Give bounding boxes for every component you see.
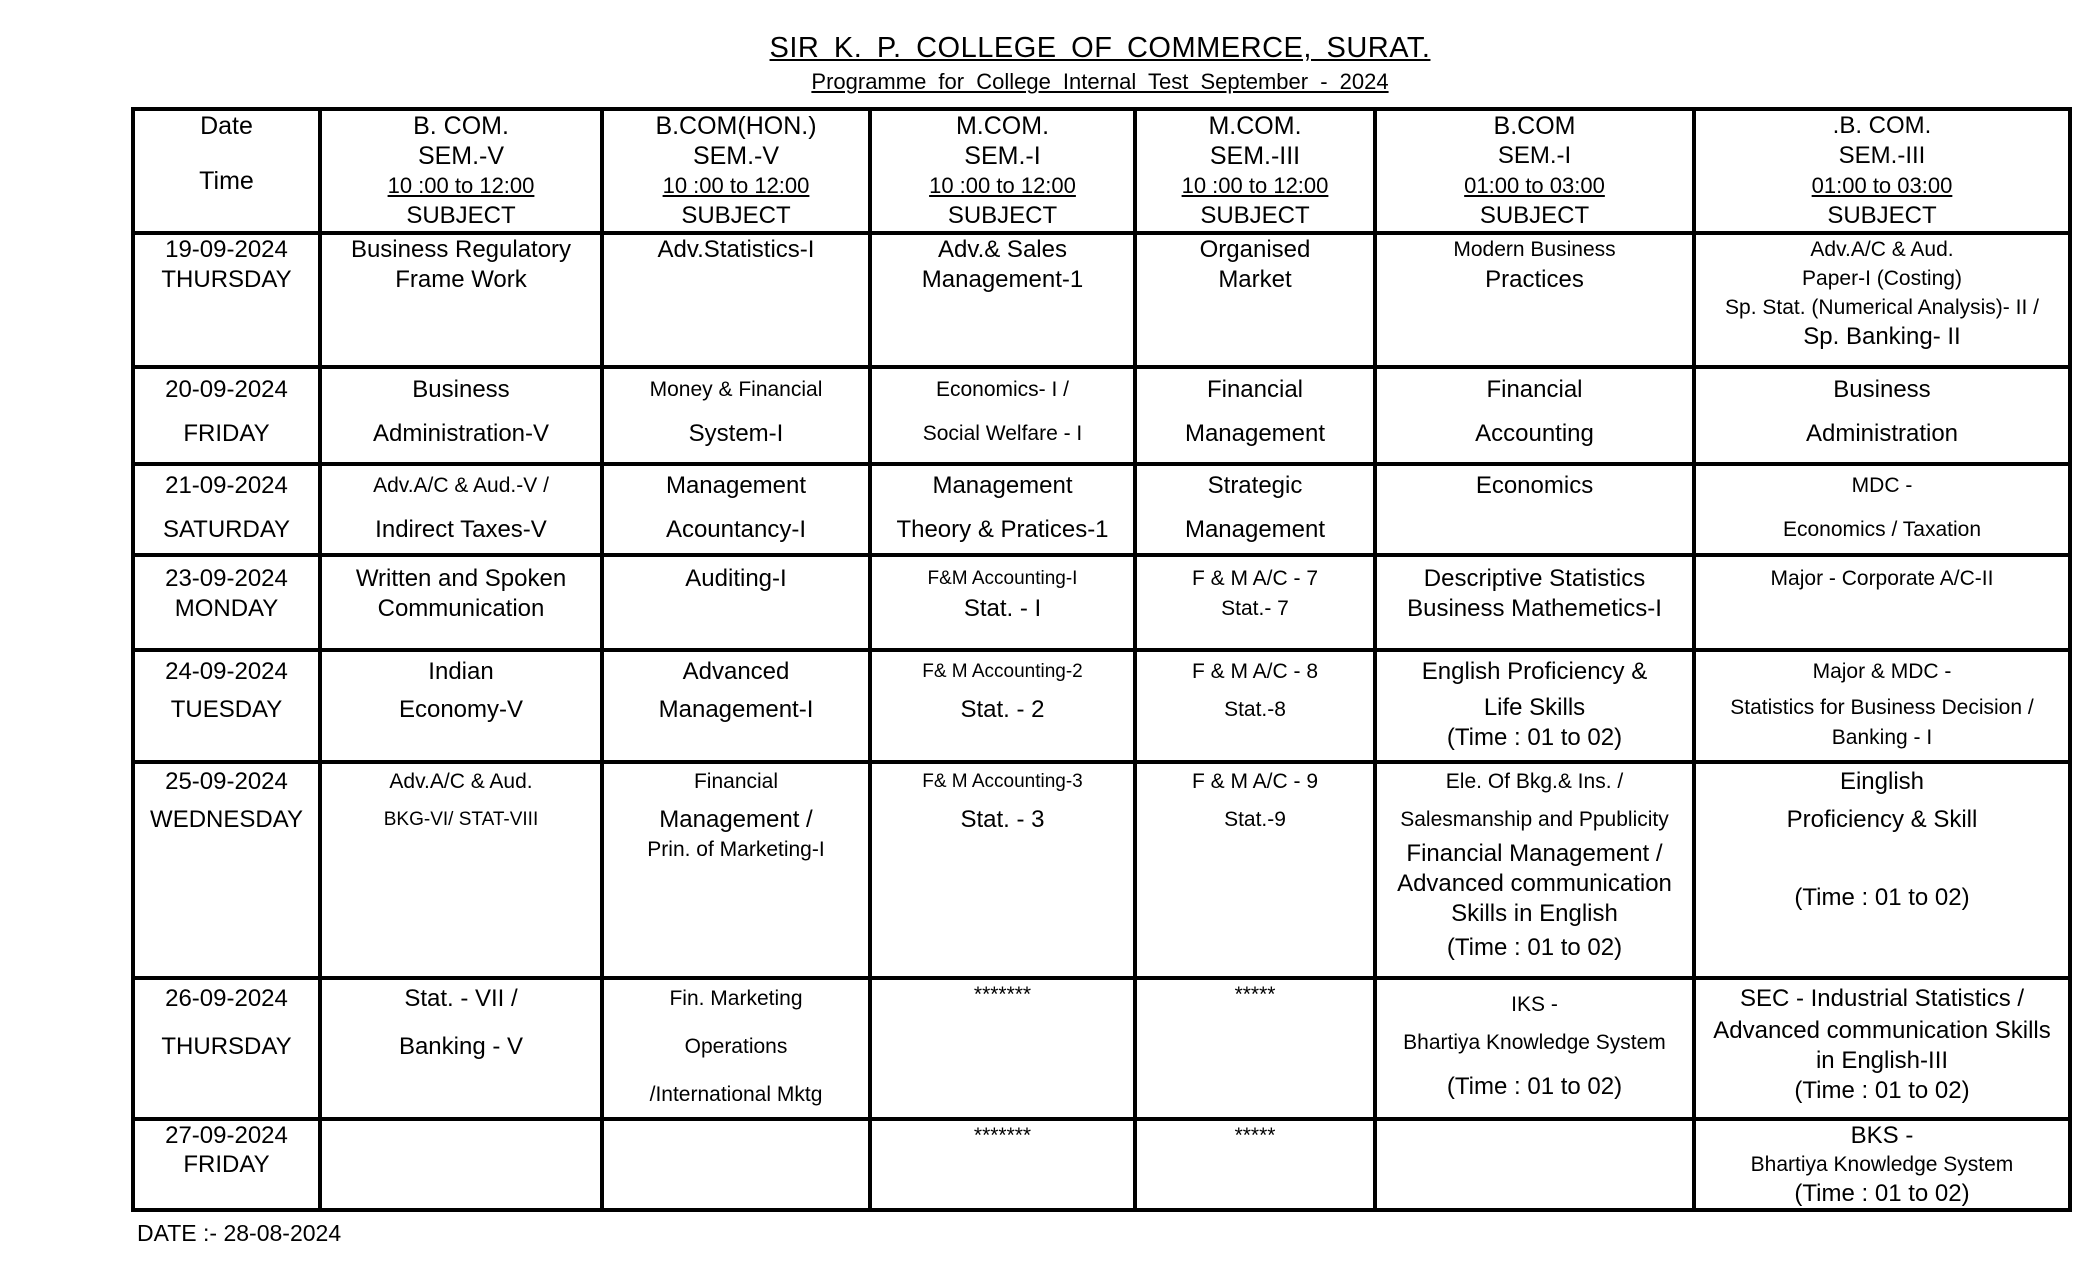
subject-text: Management	[1184, 420, 1326, 447]
subject-cell	[1375, 464, 1694, 555]
subject-text: Stat.- 7	[1221, 597, 1289, 620]
subject-cell	[1375, 1119, 1694, 1210]
subject-text: Practices	[1485, 266, 1584, 293]
subject-text: Management /	[659, 806, 813, 833]
placeholder-stars: *****	[1234, 1124, 1276, 1147]
subject-text: Business	[1833, 376, 1931, 403]
subject-text: Frame Work	[395, 266, 527, 293]
exam-date: 19-09-2024	[165, 236, 288, 263]
subject-text: (Time : 01 to 02)	[1446, 1073, 1623, 1100]
placeholder-stars: *******	[973, 983, 1032, 1006]
course-name: M.COM.	[1208, 112, 1302, 140]
col-header-bcom-sem1	[1375, 109, 1694, 233]
subject-text: Organised	[1199, 236, 1311, 263]
exam-day: SATURDAY	[162, 516, 291, 543]
subject-cell	[320, 555, 602, 650]
subject-text: Business Mathemetics-I	[1407, 595, 1662, 622]
subject-text: Einglish	[1839, 768, 1925, 795]
course-name: .B. COM.	[1832, 112, 1932, 139]
subject-text: Bhartiya Knowledge System	[1403, 1031, 1666, 1054]
subject-text: Prin. of Marketing-I	[647, 838, 825, 861]
subject-text: Indian	[428, 658, 494, 685]
subject-cell	[1694, 1119, 2070, 1210]
subject-text: Proficiency & Skill	[1786, 806, 1978, 833]
date-cell	[133, 555, 320, 650]
subject-label: SUBJECT	[681, 202, 791, 229]
subject-text: Auditing-I	[685, 565, 787, 592]
subject-text: in English-III	[1815, 1047, 1949, 1074]
subject-text: F & M A/C - 8	[1191, 660, 1319, 683]
subject-text: Adv.A/C & Aud.	[1810, 238, 1954, 261]
subject-text: Indirect Taxes-V	[375, 516, 547, 543]
exam-day: THURSDAY	[161, 266, 292, 293]
exam-day: FRIDAY	[183, 1151, 270, 1178]
subject-text: BKS -	[1850, 1122, 1914, 1149]
subject-text: Stat. - I	[963, 595, 1042, 622]
exam-time: 10 :00 to 12:00	[1181, 173, 1329, 198]
subject-text: Economics / Taxation	[1782, 518, 1982, 541]
exam-date: 20-09-2024	[165, 376, 288, 403]
exam-day: THURSDAY	[161, 1033, 292, 1060]
semester: SEM.-V	[417, 142, 505, 170]
subject-text: Acountancy-I	[665, 516, 807, 543]
time-label: Time	[199, 167, 254, 195]
subject-cell	[870, 1119, 1135, 1210]
subject-cell	[1694, 555, 2070, 650]
subject-label: SUBJECT	[947, 202, 1058, 229]
subject-text: Money & Financial	[649, 378, 823, 401]
subject-cell	[870, 367, 1135, 464]
subject-text: F & M A/C - 7	[1191, 567, 1319, 590]
subject-text: Business Regulatory	[350, 236, 572, 263]
date-cell	[133, 978, 320, 1119]
subject-text: F& M Accounting-3	[922, 771, 1083, 792]
subject-text: Banking - V	[398, 1033, 524, 1060]
table-row	[133, 650, 2070, 762]
subject-cell	[1375, 233, 1694, 367]
subject-text: (Time : 01 to 02)	[1446, 724, 1623, 751]
subject-text: Skills in English	[1451, 900, 1618, 927]
subject-text: Market	[1218, 266, 1292, 293]
subject-text: F&M Accounting-I	[927, 568, 1078, 589]
subject-cell	[602, 978, 870, 1119]
col-header-mcom-sem3	[1135, 109, 1375, 233]
col-header-mcom-sem1	[870, 109, 1135, 233]
subject-text: Paper-I (Costing)	[1802, 267, 1962, 290]
subject-cell	[1694, 367, 2070, 464]
subject-text: Bhartiya Knowledge System	[1750, 1153, 2014, 1176]
subject-cell	[870, 555, 1135, 650]
subject-cell	[1375, 367, 1694, 464]
subject-text: F& M Accounting-2	[922, 661, 1083, 682]
subject-text: Social Welfare - I	[922, 422, 1083, 445]
subject-text: Banking - I	[1831, 726, 1933, 749]
subject-label: SUBJECT	[1479, 202, 1590, 229]
subject-text: Major - Corporate A/C-II	[1770, 567, 1994, 590]
exam-date: 26-09-2024	[165, 985, 288, 1012]
subject-text: Management-1	[921, 266, 1084, 293]
course-name: B.COM	[1493, 112, 1576, 140]
subject-cell	[870, 978, 1135, 1119]
course-name: M.COM.	[955, 112, 1050, 140]
subject-text: Major & MDC -	[1812, 660, 1952, 683]
subject-text: SEC - Industrial Statistics /	[1739, 985, 2025, 1012]
subject-text: (Time : 01 to 02)	[1794, 884, 1970, 911]
date-cell	[133, 1119, 320, 1210]
issue-date: DATE :- 28-08-2024	[137, 1220, 342, 1246]
date-cell	[133, 762, 320, 978]
table-row	[133, 555, 2070, 650]
header-row	[133, 109, 2070, 233]
subject-cell	[320, 233, 602, 367]
placeholder-stars: *****	[1234, 983, 1276, 1006]
subject-cell	[320, 1119, 602, 1210]
semester: SEM.-I	[1497, 142, 1572, 169]
subject-text: IKS -	[1511, 993, 1558, 1016]
date-cell	[133, 464, 320, 555]
exam-day: WEDNESDAY	[150, 806, 303, 833]
subject-cell	[320, 464, 602, 555]
subject-cell	[320, 650, 602, 762]
subject-text: Statistics for Business Decision /	[1730, 696, 2034, 719]
subject-text: Financial	[1206, 376, 1304, 403]
subject-text: Economy-V	[398, 696, 524, 723]
subject-cell	[1375, 650, 1694, 762]
course-name: B.COM(HON.)	[655, 112, 817, 140]
subject-text: Economics	[1475, 472, 1594, 499]
subject-cell	[870, 762, 1135, 978]
subject-text: Stat. - VII /	[404, 985, 518, 1012]
semester: SEM.-I	[964, 142, 1041, 170]
subject-cell	[1135, 464, 1375, 555]
table-row	[133, 1119, 2070, 1210]
date-cell	[133, 367, 320, 464]
subject-text: Advanced	[682, 658, 790, 685]
subject-cell	[1694, 762, 2070, 978]
subject-text: Life Skills	[1483, 694, 1586, 721]
exam-date: 23-09-2024	[165, 565, 288, 592]
subject-text: English Proficiency &	[1421, 658, 1648, 685]
subject-cell	[1375, 978, 1694, 1119]
subject-text: Adv.& Sales	[938, 236, 1067, 263]
subject-text: Adv.A/C & Aud.-V /	[373, 474, 549, 497]
course-name: B. COM.	[413, 112, 509, 140]
subject-text: Management	[665, 472, 807, 499]
subject-cell	[1135, 978, 1375, 1119]
semester: SEM.-III	[1209, 142, 1301, 170]
subject-text: Modern Business	[1453, 238, 1616, 261]
subject-text: Stat. - 3	[960, 806, 1045, 833]
subject-text: (Time : 01 to 02)	[1794, 1180, 1970, 1207]
subject-text: (Time : 01 to 02)	[1446, 934, 1623, 961]
subject-cell	[320, 367, 602, 464]
subject-text: Economics- I /	[935, 378, 1070, 401]
subject-cell	[1135, 762, 1375, 978]
subject-cell	[602, 1119, 870, 1210]
subject-text: Fin. Marketing	[669, 987, 803, 1010]
semester: SEM.-III	[1838, 142, 1926, 169]
exam-day: FRIDAY	[183, 420, 270, 447]
subject-cell	[1375, 555, 1694, 650]
subject-cell	[1135, 233, 1375, 367]
subject-text: Stat.-9	[1224, 808, 1286, 831]
semester: SEM.-V	[692, 142, 780, 170]
subject-text: Sp. Banking- II	[1803, 323, 1961, 350]
exam-day: TUESDAY	[170, 696, 283, 723]
subject-cell	[602, 555, 870, 650]
subject-text: Stat.-8	[1224, 698, 1286, 721]
subject-text: (Time : 01 to 02)	[1794, 1077, 1970, 1104]
subject-cell	[870, 464, 1135, 555]
subject-text: Adv.Statistics-I	[657, 236, 815, 263]
subject-cell	[602, 233, 870, 367]
col-header-bcom-sem5	[320, 109, 602, 233]
subject-text: /International Mktg	[649, 1083, 823, 1106]
subject-text: Administration-V	[372, 420, 550, 447]
subject-cell	[602, 367, 870, 464]
subject-text: MDC -	[1851, 474, 1913, 497]
subject-cell	[1694, 464, 2070, 555]
subject-text: Strategic	[1207, 472, 1303, 499]
timetable	[131, 107, 2072, 1212]
subject-text: Business	[412, 376, 510, 403]
subject-text: Advanced communication Skills	[1713, 1017, 2051, 1044]
table-row	[133, 978, 2070, 1119]
exam-time: 10 :00 to 12:00	[929, 173, 1076, 198]
subject-text: Administration	[1805, 420, 1959, 447]
subject-text: BKG-VI/ STAT-VIII	[383, 809, 539, 830]
subject-cell	[1135, 650, 1375, 762]
exam-time: 01:00 to 03:00	[1464, 173, 1605, 198]
subject-cell	[1694, 233, 2070, 367]
subject-text: Descriptive Statistics	[1423, 565, 1646, 592]
subject-text: Salesmanship and Ppublicity	[1400, 808, 1669, 831]
subject-text: Ele. Of Bkg.& Ins. /	[1445, 770, 1624, 793]
table-row	[133, 233, 2070, 367]
table-row	[133, 464, 2070, 555]
date-label: Date	[200, 112, 253, 140]
document-title: SIR K. P. COLLEGE OF COMMERCE, SURAT.	[769, 32, 1431, 64]
subject-cell	[320, 762, 602, 978]
table-row	[133, 762, 2070, 978]
subject-cell	[602, 650, 870, 762]
subject-text: Sp. Stat. (Numerical Analysis)- II /	[1725, 296, 2039, 319]
subject-text: Accounting	[1475, 420, 1594, 447]
exam-time: 10 :00 to 12:00	[662, 173, 810, 198]
exam-date: 25-09-2024	[165, 768, 288, 795]
subject-cell	[1694, 978, 2070, 1119]
subject-label: SUBJECT	[1200, 202, 1310, 229]
subject-text: Operations	[684, 1035, 788, 1058]
date-cell	[133, 650, 320, 762]
date-cell	[133, 233, 320, 367]
subject-text: Advanced communication	[1397, 870, 1672, 897]
subject-text: Written and Spoken	[355, 565, 567, 592]
exam-time: 10 :00 to 12:00	[387, 173, 535, 198]
subject-cell	[1135, 1119, 1375, 1210]
subject-text: Adv.A/C & Aud.	[389, 770, 533, 793]
col-header-bcom-hon-sem5	[602, 109, 870, 233]
subject-text: F & M A/C - 9	[1191, 770, 1319, 793]
exam-time: 01:00 to 03:00	[1811, 173, 1953, 198]
subject-cell	[1135, 555, 1375, 650]
subject-cell	[870, 233, 1135, 367]
subject-text: Financial	[693, 770, 779, 793]
col-header-bcom-sem3	[1694, 109, 2070, 233]
subject-cell	[602, 762, 870, 978]
subject-cell	[1375, 762, 1694, 978]
subject-cell	[1135, 367, 1375, 464]
date-time-header	[133, 109, 320, 233]
exam-date: 21-09-2024	[165, 472, 288, 499]
subject-text: Financial	[1486, 376, 1583, 403]
subject-label: SUBJECT	[1827, 202, 1937, 229]
subject-text: Management-I	[658, 696, 814, 723]
subject-text: Stat. - 2	[960, 696, 1045, 723]
placeholder-stars: *******	[973, 1124, 1032, 1147]
subject-text: Communication	[377, 595, 545, 622]
subject-text: Financial Management /	[1406, 840, 1663, 867]
document-subtitle: Programme for College Internal Test September - 2024	[811, 69, 1389, 94]
subject-text: System-I	[688, 420, 784, 447]
exam-date: 24-09-2024	[165, 658, 288, 685]
subject-cell	[602, 464, 870, 555]
subject-cell	[1694, 650, 2070, 762]
subject-text: Management	[1184, 516, 1326, 543]
subject-cell	[320, 978, 602, 1119]
subject-text: Management	[932, 472, 1073, 499]
exam-day: MONDAY	[174, 595, 279, 622]
subject-cell	[870, 650, 1135, 762]
exam-date: 27-09-2024	[165, 1122, 288, 1149]
subject-text: Theory & Pratices-1	[896, 516, 1109, 543]
table-row	[133, 367, 2070, 464]
subject-label: SUBJECT	[406, 202, 516, 229]
